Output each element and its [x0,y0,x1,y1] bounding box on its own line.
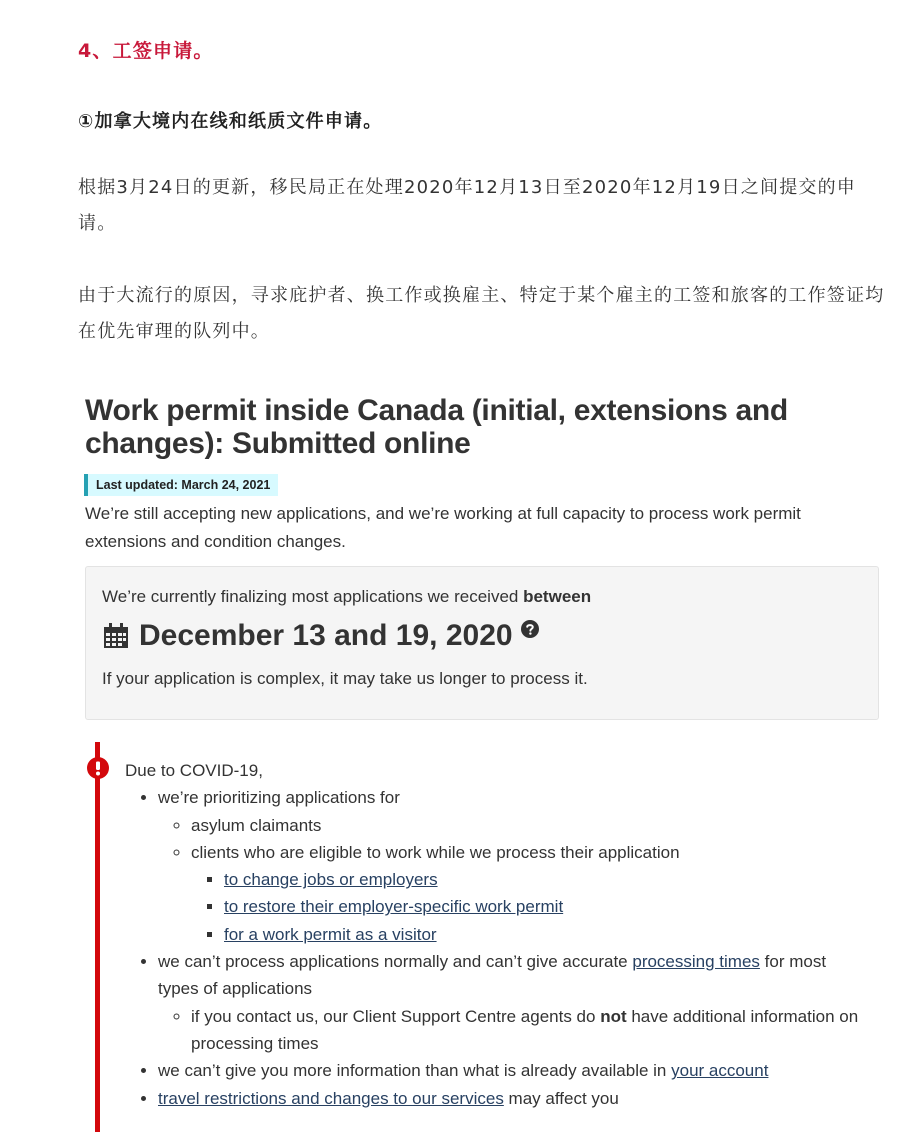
page-title: Work permit inside Canada (initial, extensions and changes): Submitted online [85,394,788,460]
calendar-icon [102,622,130,650]
list-item-bold: not [600,1006,627,1026]
covid-alert [92,742,882,1132]
alert-list [125,784,863,1112]
status-date-range: December 13 and 19, 2020 [139,619,513,652]
list-item [224,921,863,948]
status-lead-text: We’re currently finalizing most applications we received [102,587,524,606]
list-item [158,1085,863,1112]
paragraph-priority-queue: 由于大流行的原因，寻求庇护者、换工作或换雇主、特定于某个雇主的工签和旅客的工作签证均在优先审理的队列中。 [78,285,885,342]
list-item [191,1003,871,1058]
status-lead [102,587,591,607]
link-your-account[interactable]: your account [671,1061,769,1081]
intro-text: We’re still accepting new applications, and we’re working at full capacity to process work permit extensions and condition changes. [85,504,801,551]
last-updated-badge: Last updated: March 24, 2021 [84,474,278,496]
subsection-title: ①加拿大境内在线和纸质文件申请。 [78,111,383,132]
alert-subsublist [191,866,863,948]
list-item-text: have additional information on processing times [191,1006,859,1053]
list-item-text: may affect you [503,1088,619,1108]
exclamation-circle-icon [87,757,109,779]
list-item-text: we can’t give you more information than what is already available in [158,1061,672,1081]
status-note: If your application is complex, it may take us longer to process it. [102,669,588,688]
section-title: 4、工签申请。 [78,40,214,62]
alert-heading: Due to COVID-19, [125,761,263,780]
link-restore-permit[interactable]: to restore their employer-specific work permit [224,897,564,917]
list-item [224,893,863,920]
status-lead-bold: between [523,587,592,606]
list-item-text: if you contact us, our Client Support Centre agents do [191,1006,601,1026]
alert-body [125,757,863,1112]
question-circle-icon[interactable] [521,620,539,638]
list-item [224,866,863,893]
list-item-text: for most types of applications [158,952,827,999]
status-date-row [102,619,539,653]
link-visitor-permit[interactable]: for a work permit as a visitor [224,924,437,944]
alert-sublist [158,812,863,948]
list-item [158,1057,863,1084]
link-processing-times[interactable]: processing times [632,952,760,972]
list-item-text: we can’t process applications normally and can’t give accurate [158,952,633,972]
list-item [158,784,863,948]
list-item [191,839,863,948]
list-item-text: clients who are eligible to work while we process their application [191,842,680,862]
alert-accent-bar [95,742,100,1132]
alert-sublist [158,1003,863,1058]
link-travel-restrictions[interactable]: travel restrictions and changes to our services [158,1088,504,1108]
list-item [158,948,863,1057]
paragraph-processing-update: 根据3月24日的更新，移民局正在处理2020年12月13日至2020年12月19日之间提交的申请。 [78,177,856,234]
list-item: ◦ asylum claimants [191,812,863,839]
list-item-text: we’re prioritizing applications for [158,788,400,808]
link-change-jobs[interactable]: to change jobs or employers [224,870,438,890]
processing-status-box [85,566,879,720]
